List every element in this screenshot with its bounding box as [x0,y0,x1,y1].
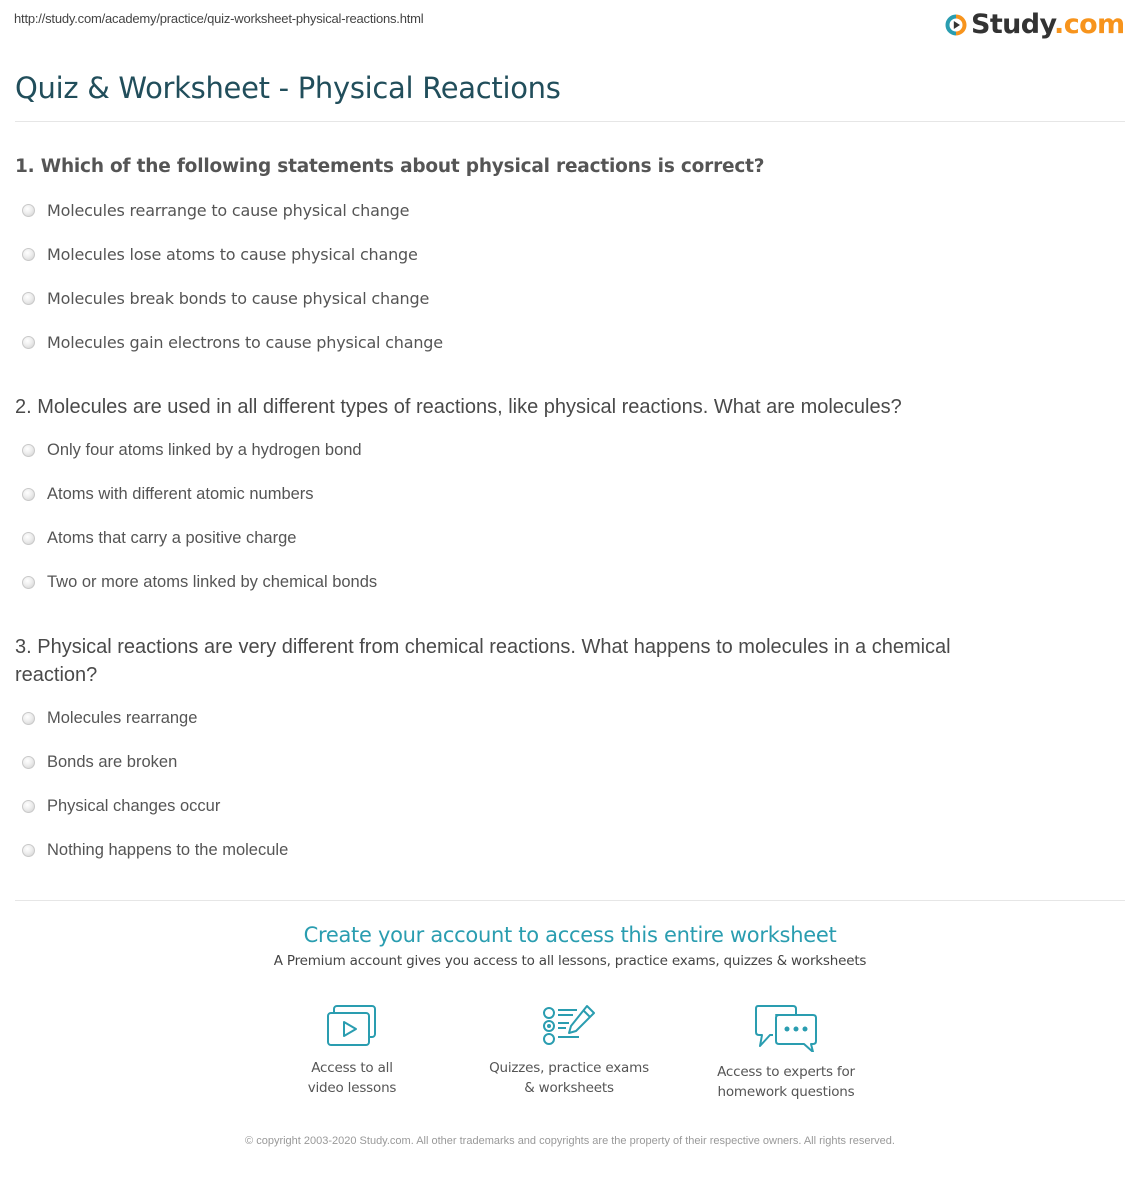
radio-button[interactable] [22,444,35,457]
option-label: Two or more atoms linked by chemical bonds [47,572,378,591]
video-lessons-icon [326,1004,378,1048]
option-label: Bonds are broken [47,752,178,771]
option-label: Physical changes occur [47,796,221,815]
answer-option[interactable] [22,331,443,353]
chat-bubbles-icon [754,1004,818,1052]
radio-button[interactable] [22,292,35,305]
question-text: 2. Molecules are used in all different types of reactions, like physical reactions. What are molecules? [15,396,902,418]
option-label: Only four atoms linked by a hydrogen bond [47,440,362,459]
radio-button[interactable] [22,336,35,349]
option-label: Molecules break bonds to cause physical change [47,288,430,308]
radio-button[interactable] [22,844,35,857]
answer-option[interactable] [22,571,377,593]
option-label: Atoms that carry a positive charge [47,528,297,547]
answer-option[interactable] [22,287,429,309]
question-text: 1. Which of the following statements about physical reactions is correct? [15,156,765,177]
answer-option[interactable] [22,243,418,265]
answer-option[interactable] [22,707,197,729]
question-text-line-1: 3. Physical reactions are very different from chemical reactions. What happens to molecules in a chemical [15,636,951,658]
answer-option[interactable] [22,527,296,549]
radio-button[interactable] [22,800,35,813]
option-label: Atoms with different atomic numbers [47,484,314,503]
feature-label-line-2: homework questions [717,1084,855,1100]
title-divider [15,121,1125,122]
option-label: Nothing happens to the molecule [47,840,289,859]
cta-divider [15,900,1125,901]
question-text [15,633,1115,689]
play-circle-logo-icon [945,14,967,36]
feature-label-line-1: Access to experts for [717,1064,855,1080]
copyright-footer: © copyright 2003-2020 Study.com. All other trademarks and copyrights are the property of their respective owners. All rights reserved. [245,1135,895,1147]
radio-button[interactable] [22,712,35,725]
answer-option[interactable] [22,483,314,505]
radio-button[interactable] [22,756,35,769]
study-com-logo[interactable] [945,8,1125,42]
option-label: Molecules lose atoms to cause physical change [47,244,418,264]
answer-option[interactable] [22,199,409,221]
radio-button[interactable] [22,204,35,217]
feature-quizzes [474,1004,664,1098]
radio-button[interactable] [22,488,35,501]
radio-button[interactable] [22,248,35,261]
option-label: Molecules rearrange to cause physical change [47,200,410,220]
quiz-checklist-icon [541,1004,597,1048]
option-label: Molecules gain electrons to cause physical change [47,332,443,352]
create-account-link[interactable]: Create your account to access this entire worksheet [303,923,837,947]
page-title: Quiz & Worksheet - Physical Reactions [15,71,561,105]
feature-label-line-2: video lessons [307,1080,397,1096]
option-label: Molecules rearrange [47,708,198,727]
feature-label-line-1: Quizzes, practice exams [489,1060,649,1076]
feature-label-line-2: & worksheets [524,1080,614,1096]
feature-video-lessons [257,1004,447,1098]
page-url: http://study.com/academy/practice/quiz-worksheet-physical-reactions.html [14,11,424,26]
logo-wordmark: Study.com [971,9,1125,40]
answer-option[interactable] [22,795,220,817]
feature-label-line-1: Access to all [311,1060,393,1076]
feature-experts [691,1004,881,1102]
cta-subtitle: A Premium account gives you access to all lessons, practice exams, quizzes & worksheets [273,953,867,969]
answer-option[interactable] [22,751,177,773]
radio-button[interactable] [22,532,35,545]
radio-button[interactable] [22,576,35,589]
answer-option[interactable] [22,839,288,861]
question-text-line-2: reaction? [15,664,98,686]
answer-option[interactable] [22,439,362,461]
